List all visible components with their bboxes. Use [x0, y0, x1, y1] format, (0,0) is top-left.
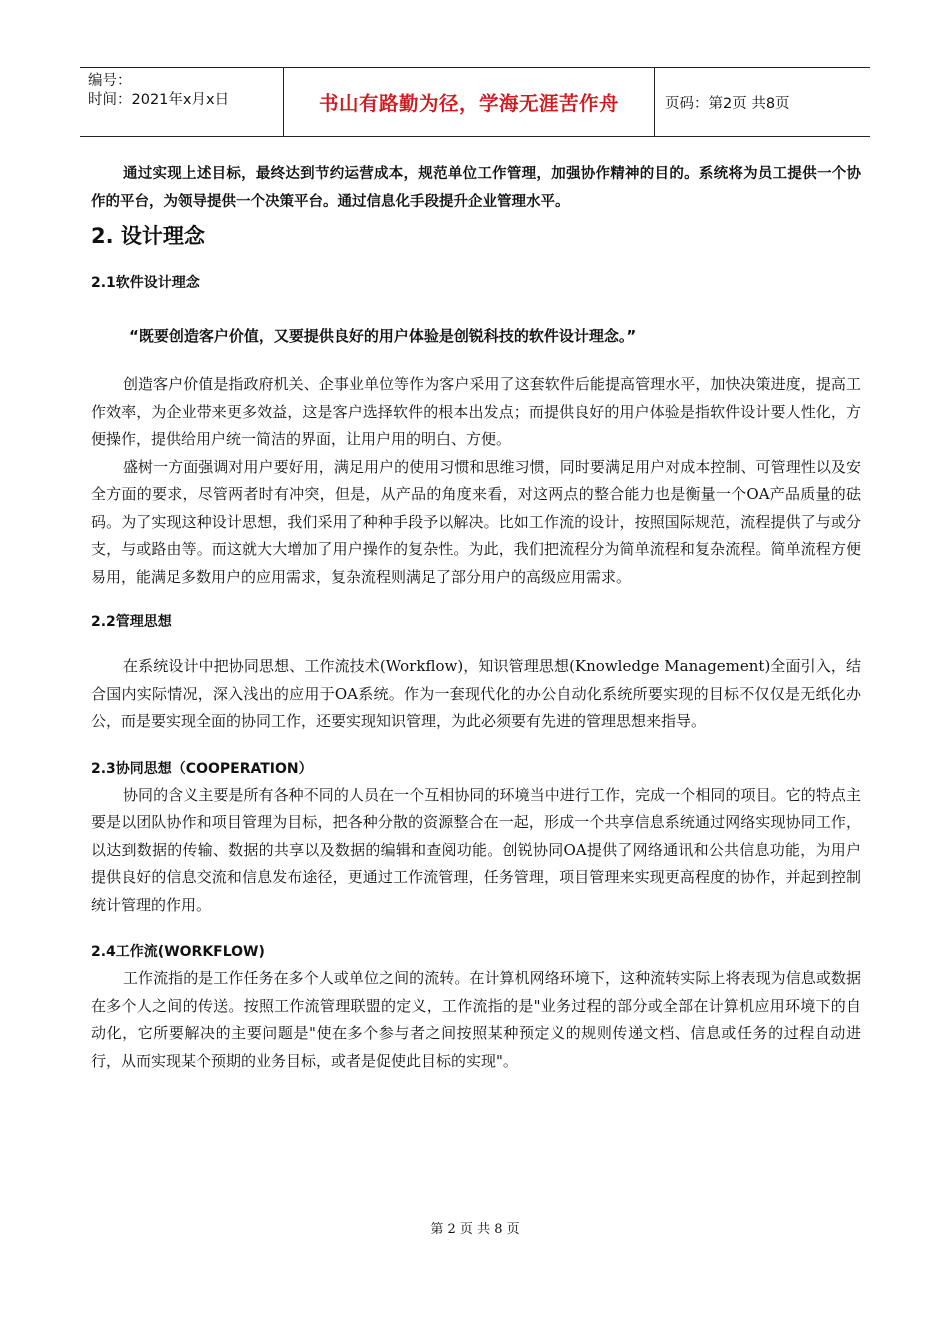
- paragraph-2-1-a: 创造客户价值是指政府机关、企事业单位等作为客户采用了这套软件后能提高管理水平，加快决策进度，提高工作效率，为企业带来更多效益，这是客户选择软件的根本出发点；而提供良好的用户体验是指软件设计要人性化，方便操作，提供给用户统一简洁的界面，让用户用的明白、方便。: [91, 375, 861, 448]
- subsection-title-2-1: 2.1软件设计理念: [91, 275, 200, 291]
- intro-paragraph: 通过实现上述目标，最终达到节约运营成本，规范单位工作管理，加强协作精神的目的。系统将为员工提供一个协作的平台，为领导提供一个决策平台。通过信息化手段提升企业管理水平。: [91, 166, 861, 210]
- header-motto-cell: [283, 68, 655, 136]
- paragraph-2-2: 在系统设计中把协同思想、工作流技术(Workflow)，知识管理思想(Knowledge Management)全面引入，结合国内实际情况，深入浅出的应用于OA系统。作为一套现代化的办公自动化系统所要实现的目标不仅仅是无纸化办公，而是要实现全面的协同工作，还要实现知识管理，为此必须要有先进的管理思想来指导。: [91, 657, 861, 730]
- subsection-title-2-2: 2.2管理思想: [91, 614, 172, 630]
- page-info: 页码：第2页 共8页: [665, 95, 790, 112]
- header-left-cell: [80, 68, 283, 136]
- section-title: 2. 设计理念: [91, 224, 205, 248]
- number-label: 编号：: [88, 73, 132, 89]
- page-footer: 第 2 页 共 8 页: [430, 1222, 520, 1237]
- paragraph-2-3: 协同的含义主要是所有各种不同的人员在一个互相协同的环境当中进行工作，完成一个相同的项目。它的特点主要是以团队协作和项目管理为目标，把各种分散的资源整合在一起，形成一个共享信息系统通过网络实现协同工作，以达到数据的传输、数据的共享以及数据的编辑和查阅功能。创锐协同OA提供了网络通讯和公共信息功能，为用户提供良好的信息交流和信息发布途径，更通过工作流管理，任务管理，项目管理来实现更高程度的协作，并起到控制统计管理的作用。: [91, 785, 861, 914]
- subsection-title-2-4: 2.4工作流(WORKFLOW): [91, 944, 265, 960]
- motto-text: 书山有路勤为径，学海无涯苦作舟: [318, 92, 619, 115]
- header-table: [80, 67, 870, 137]
- document-body: [91, 160, 861, 1075]
- design-quote: “既要创造客户价值，又要提供良好的用户体验是创锐科技的软件设计理念。”: [129, 327, 637, 345]
- subsection-title-2-3: 2.3协同思想（COOPERATION）: [91, 760, 313, 777]
- paragraph-2-4: 工作流指的是工作任务在多个人或单位之间的流转。在计算机网络环境下，这种流转实际上将表现为信息或数据在多个人之间的传送。按照工作流管理联盟的定义，工作流指的是"业务过程的部分或全部在计算机应用环境下的自动化，它所要解决的主要问题是"使在多个参与者之间按照某种预定义的规则传递文档、信息或任务的过程自动进行，从而实现某个预期的业务目标，或者是促使此目标的实现"。: [91, 969, 861, 1070]
- header-page-cell: [655, 68, 870, 136]
- date-label: 时间：2021年x月x日: [88, 92, 230, 108]
- paragraph-2-1-b: 盛树一方面强调对用户要好用，满足用户的使用习惯和思维习惯，同时要满足用户对成本控制、可管理性以及安全方面的要求，尽管两者时有冲突，但是，从产品的角度来看，对这两点的整合能力也是衡量一个OA产品质量的砝码。为了实现这种设计思想，我们采用了种种手段予以解决。比如工作流的设计，按照国际规范，流程提供了与或分支，与或路由等。而这就大大增加了用户操作的复杂性。为此，我们把流程分为简单流程和复杂流程。简单流程方便易用，能满足多数用户的应用需求，复杂流程则满足了部分用户的高级应用需求。: [91, 457, 861, 586]
